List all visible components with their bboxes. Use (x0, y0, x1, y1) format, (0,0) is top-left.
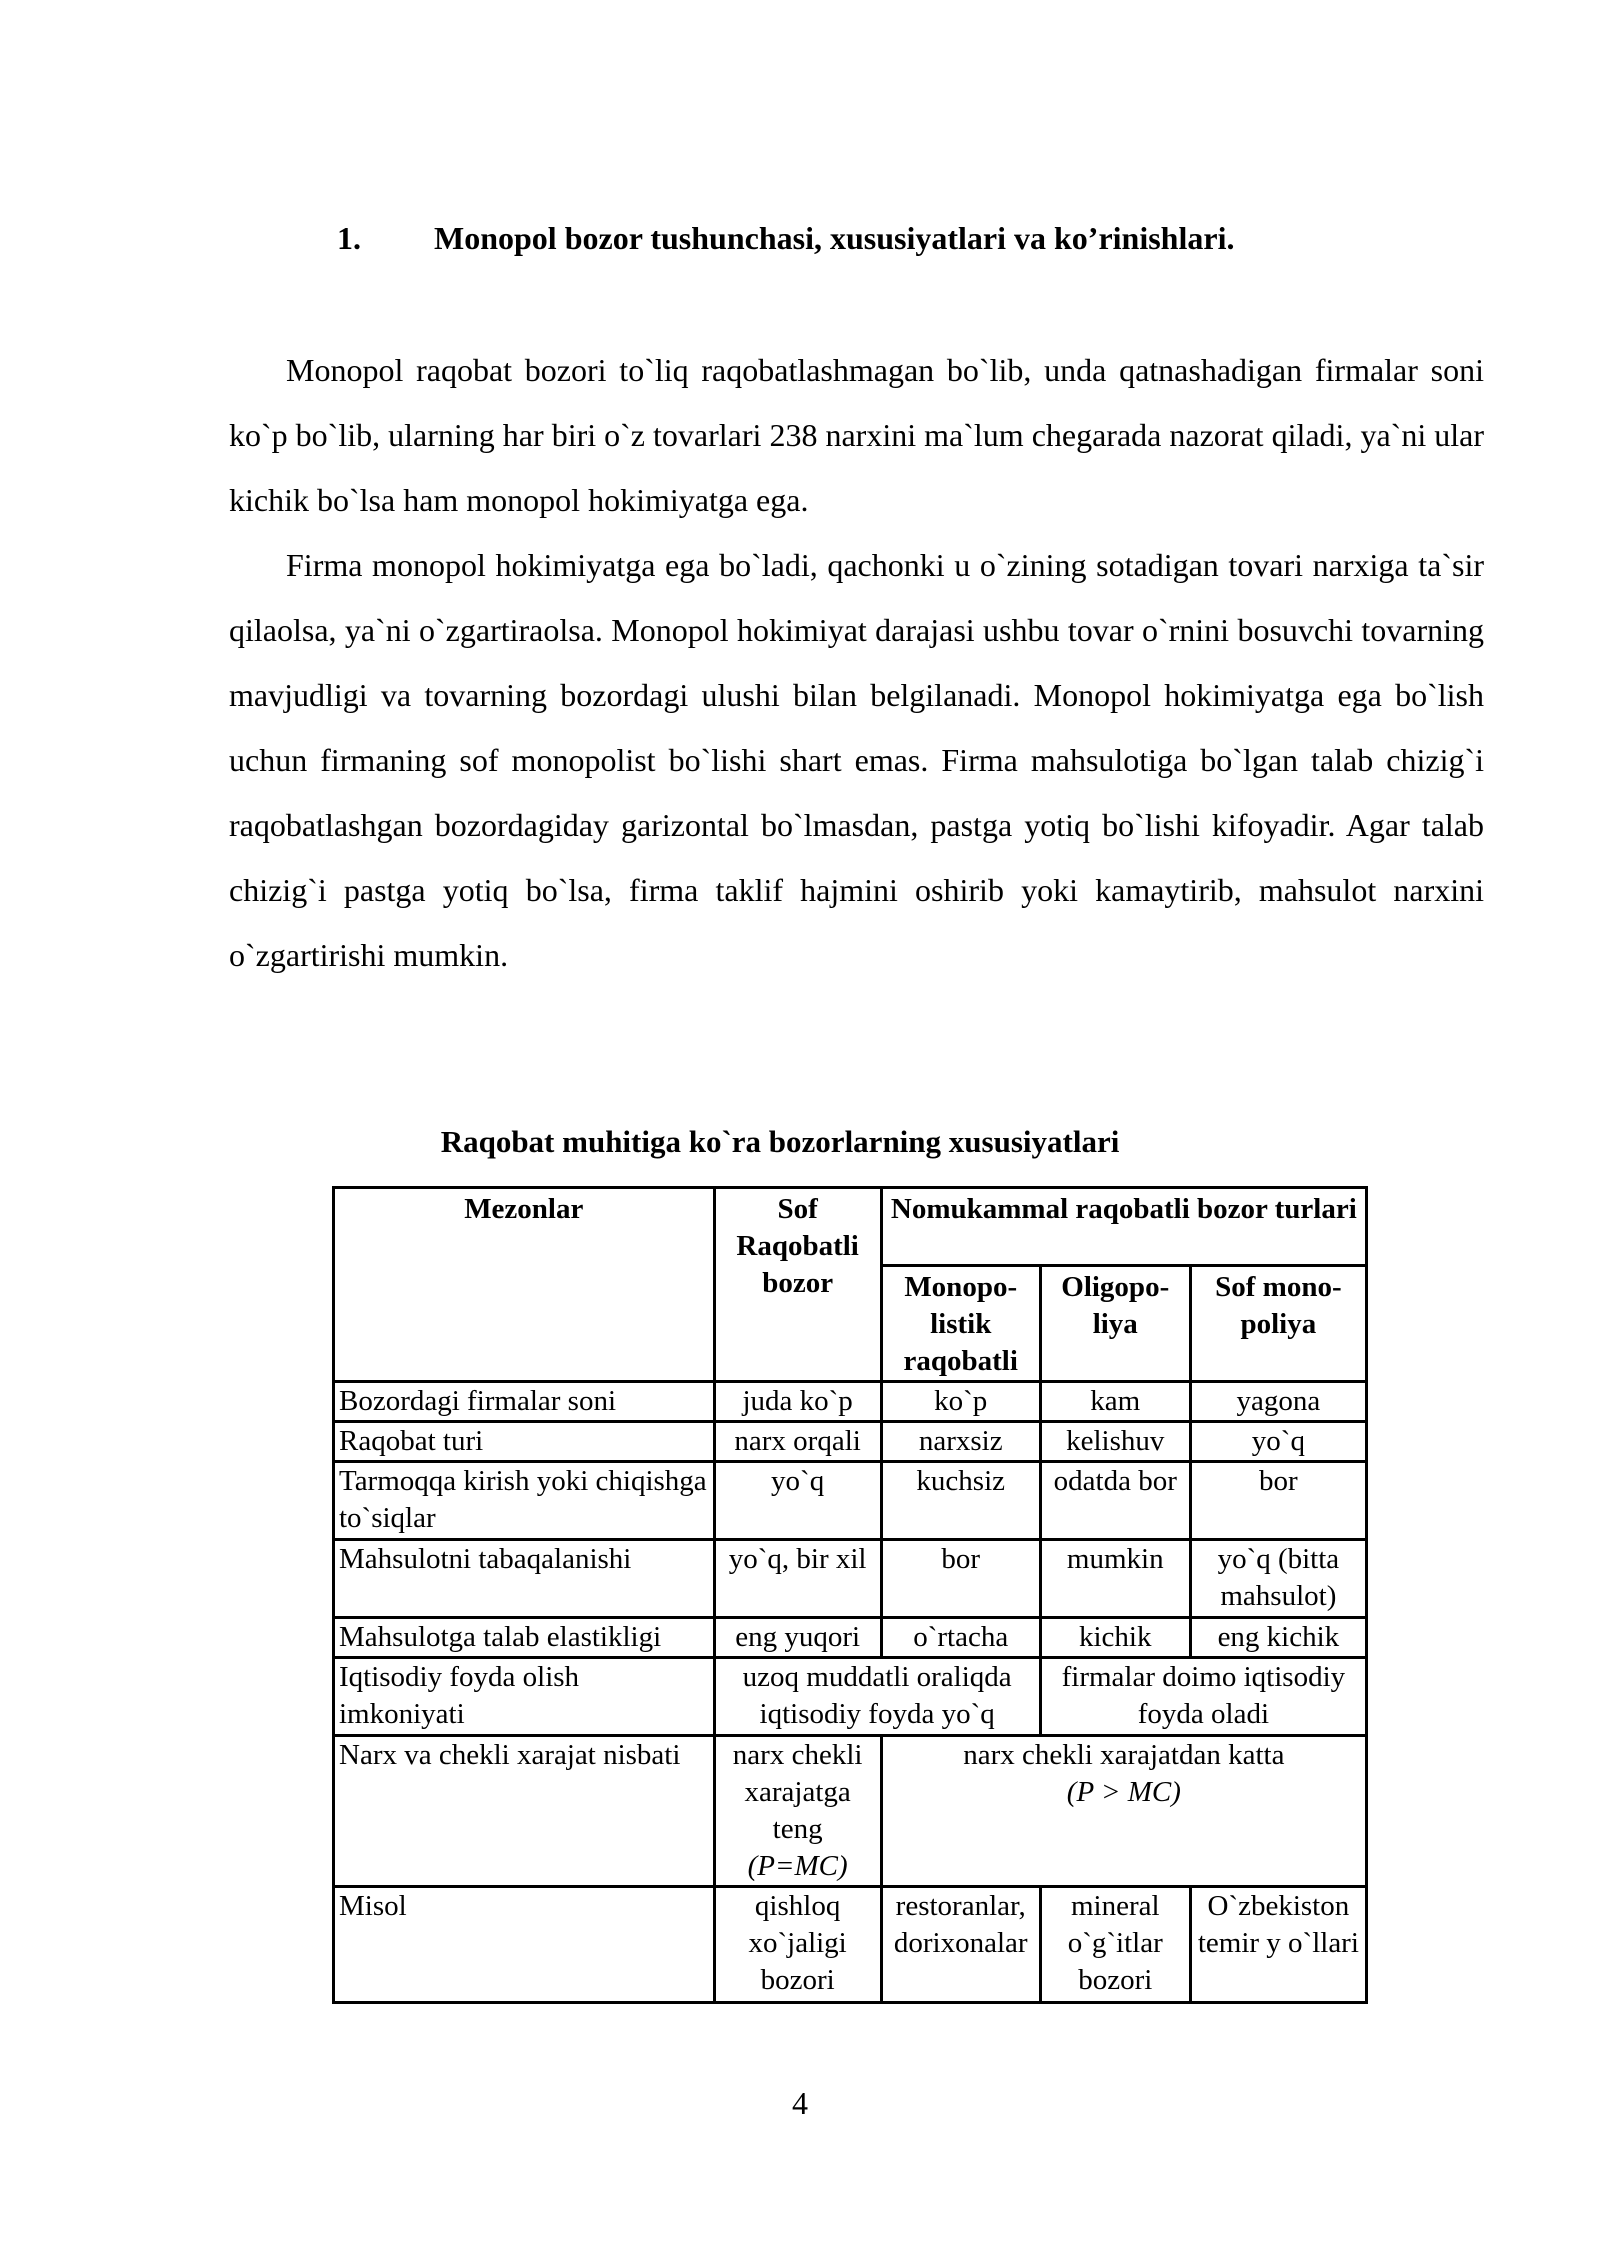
monopolistic-cell: ko`p (881, 1382, 1040, 1422)
profit-perfect-monopolistic-cell: uzoq muddatli oraliqda iqtisodiy foyda yo`q (714, 1658, 1040, 1736)
example-oligopoly-cell: mineral o`g`itlar bozori (1040, 1887, 1190, 2003)
table-row (334, 1382, 1367, 1422)
oligopoly-cell: mumkin (1040, 1540, 1190, 1618)
criterion-cell: Raqobat turi (334, 1422, 715, 1462)
monopolistic-cell: narxsiz (881, 1422, 1040, 1462)
perfect-cell: juda ko`p (714, 1382, 881, 1422)
pure-monopoly-cell: eng kichik (1190, 1618, 1366, 1658)
price-imperfect-formula: (P > MC) (1066, 1776, 1181, 1808)
monopolistic-cell: bor (881, 1540, 1040, 1618)
perfect-cell: narx orqali (714, 1422, 881, 1462)
section-number: 1. (337, 220, 361, 256)
profit-oligopoly-monopoly-cell: firmalar doimo iqtisodiy foyda oladi (1040, 1658, 1366, 1736)
comparison-table (332, 1186, 1368, 2004)
criterion-cell: Mahsulotni tabaqalanishi (334, 1540, 715, 1618)
table-row (334, 1618, 1367, 1658)
criterion-cell: Iqtisodiy foyda olish imkoniyati (334, 1658, 715, 1736)
criterion-cell: Mahsulotga talab elastikligi (334, 1618, 715, 1658)
oligopoly-cell: kichik (1040, 1618, 1190, 1658)
criterion-cell: Misol (334, 1887, 715, 2003)
oligopoly-cell: kelishuv (1040, 1422, 1190, 1462)
paragraph: Firma monopol hokimiyatga ega bo`ladi, qachonki u o`zining sotadigan tovari narxiga ta`sir qilaolsa, ya`ni o`zgartiraolsa. Monopol hokimiyat darajasi ushbu tovar o`rnini bosuvchi tovarning mavjudligi va tovarning bozordagi ulushi bilan belgilanadi. Monopol hokimiyatga ega bo`lish uchun firmaning sof monopolist bo`lishi shart emas. Firma mahsulotiga bo`lgan talab chizig`i raqobatlashgan bozordagiday garizontal bo`lmasdan, pastga yotiq bo`lishi kifoyadir. Agar talab chizig`i pastga yotiq bo`lsa, firma taklif hajmini oshirib yoki kamaytirib, mahsulot narxini o`zgartirishi mumkin. (229, 547, 1484, 973)
section-title: Monopol bozor tushunchasi, xususiyatlari va ko’rinishlari. (434, 220, 1235, 256)
header-criteria: Mezonlar (334, 1188, 715, 1382)
header-monopolistic: Monopo-listik raqobatli (881, 1266, 1040, 1382)
example-monopolistic-cell: restoranlar, dorixonalar (881, 1887, 1040, 2003)
perfect-cell: eng yuqori (714, 1618, 881, 1658)
section-heading (337, 220, 1437, 257)
criterion-cell: Narx va chekli xarajat nisbati (334, 1736, 715, 1887)
price-imperfect-cell (881, 1736, 1366, 1887)
table-title: Raqobat muhitiga ko`ra bozorlarning xususiyatlari (440, 1124, 1120, 1159)
perfect-cell: yo`q (714, 1462, 881, 1540)
oligopoly-cell: odatda bor (1040, 1462, 1190, 1540)
price-perfect-text: narx chekli xarajatga teng (732, 1739, 863, 1845)
price-perfect-formula: (P=MC) (747, 1850, 848, 1882)
table-row (334, 1462, 1367, 1540)
perfect-cell: yo`q, bir xil (714, 1540, 881, 1618)
page-number: 4 (792, 2085, 808, 2121)
table-row (334, 1736, 1367, 1887)
header-pure-monopoly: Sof mono-poliya (1190, 1266, 1366, 1382)
pure-monopoly-cell: bor (1190, 1462, 1366, 1540)
criterion-cell: Bozordagi firmalar soni (334, 1382, 715, 1422)
monopolistic-cell: o`rtacha (881, 1618, 1040, 1658)
criterion-cell: Tarmoqqa kirish yoki chiqishga to`siqlar (334, 1462, 715, 1540)
header-perfect: Sof Raqobatli bozor (714, 1188, 881, 1382)
pure-monopoly-cell: yo`q (bitta mahsulot) (1190, 1540, 1366, 1618)
oligopoly-cell: kam (1040, 1382, 1190, 1422)
table-row (334, 1887, 1367, 2003)
example-perfect-cell: qishloq xo`jaligi bozori (714, 1887, 881, 2003)
price-imperfect-text: narx chekli xarajatdan katta (963, 1739, 1285, 1771)
price-perfect-cell (714, 1736, 881, 1887)
table-row (334, 1540, 1367, 1618)
header-oligopoly: Oligopo-liya (1040, 1266, 1190, 1382)
body-text (229, 338, 1484, 988)
pure-monopoly-cell: yagona (1190, 1382, 1366, 1422)
pure-monopoly-cell: yo`q (1190, 1422, 1366, 1462)
monopolistic-cell: kuchsiz (881, 1462, 1040, 1540)
header-imperfect-group: Nomukammal raqobatli bozor turlari (881, 1188, 1366, 1266)
table-row (334, 1422, 1367, 1462)
paragraph: Monopol raqobat bozori to`liq raqobatlashmagan bo`lib, unda qatnashadigan firmalar soni ko`p bo`lib, ularning har biri o`z tovarlari 238 narxini ma`lum chegarada nazorat qiladi, ya`ni ular kichik bo`lsa ham monopol hokimiyatga ega. (229, 352, 1484, 518)
example-pure-monopoly-cell: O`zbekiston temir y o`llari (1190, 1887, 1366, 2003)
table-row (334, 1658, 1367, 1736)
